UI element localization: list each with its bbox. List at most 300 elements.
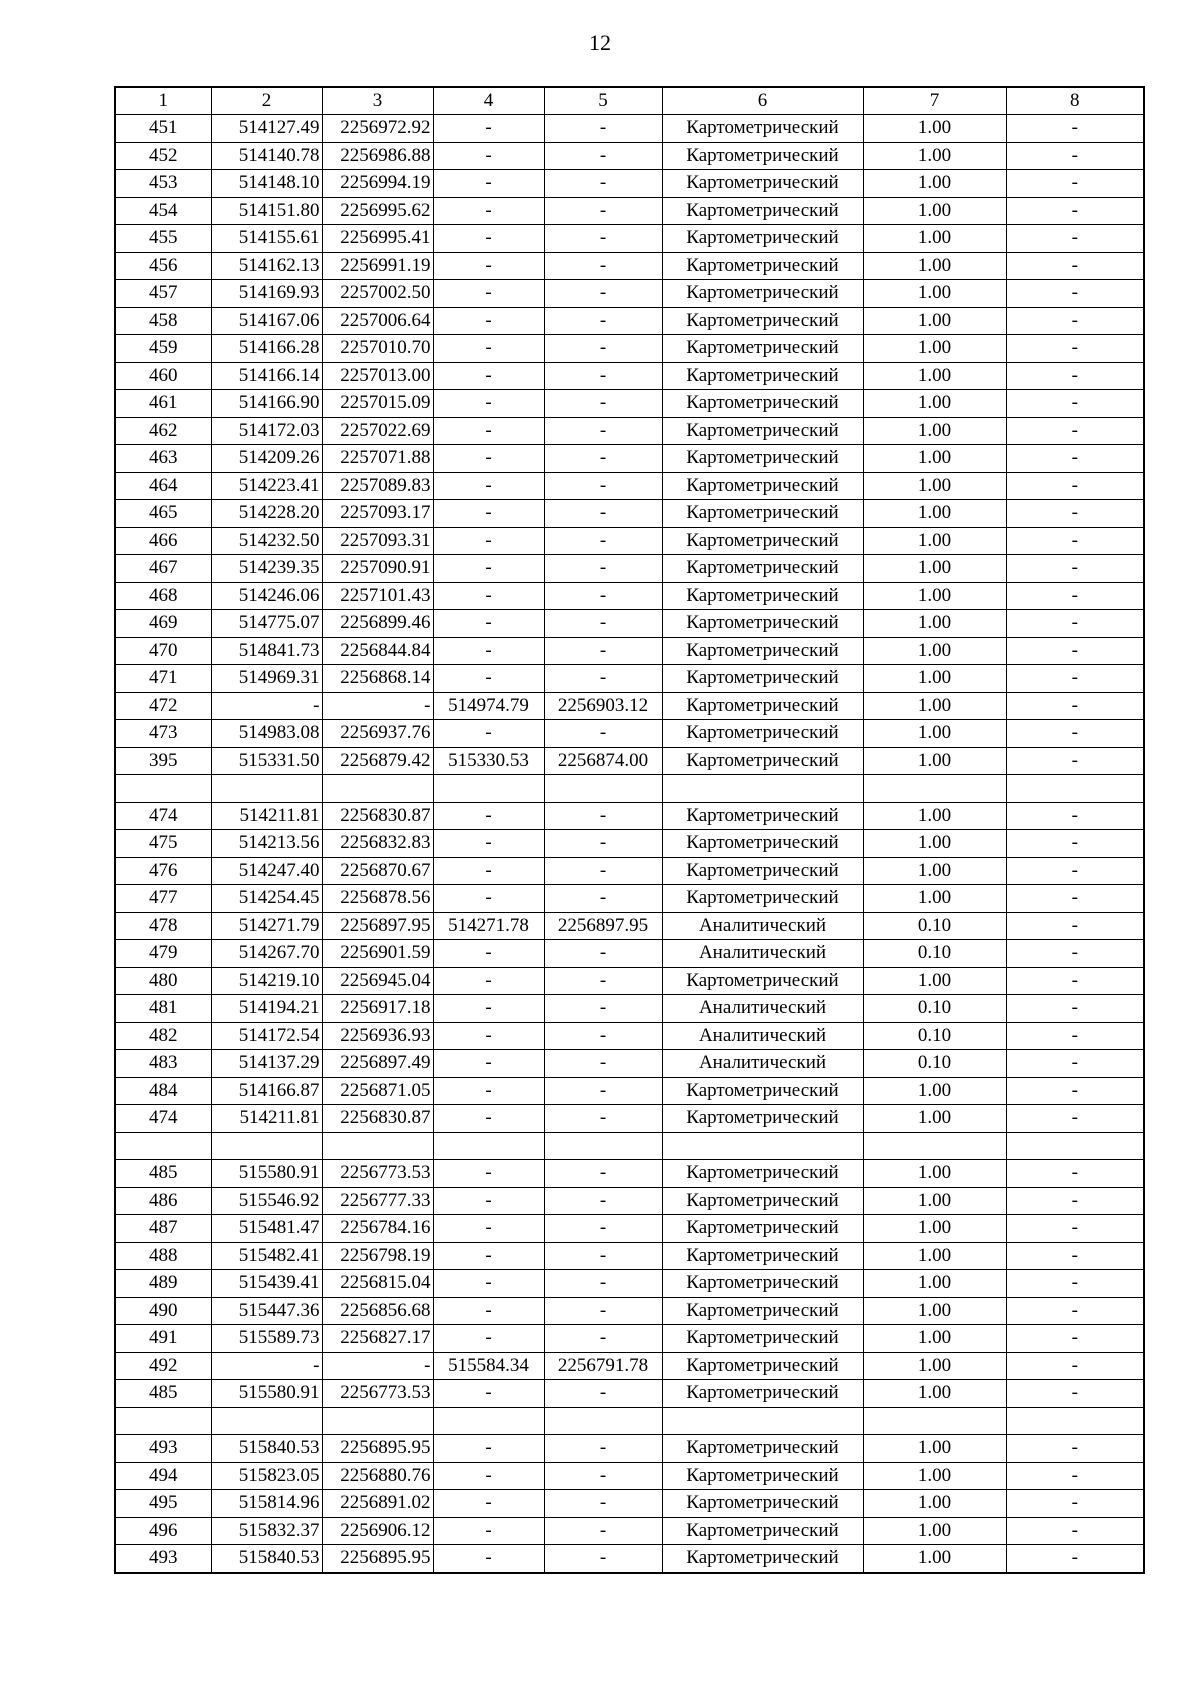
point-number-cell: 474	[115, 1105, 211, 1133]
y-coordinate-alt-cell: -	[544, 445, 662, 473]
x-coordinate-cell: -	[211, 1352, 322, 1380]
note-cell: -	[1006, 830, 1144, 858]
x-coordinate-cell: 514209.26	[211, 445, 322, 473]
x-coordinate-alt-cell: -	[433, 830, 544, 858]
accuracy-cell: 1.00	[863, 197, 1006, 225]
point-number-cell: 487	[115, 1215, 211, 1243]
x-coordinate-cell: 515546.92	[211, 1187, 322, 1215]
table-row	[115, 1462, 1144, 1490]
x-coordinate-alt-cell: -	[433, 307, 544, 335]
y-coordinate-cell	[322, 1407, 433, 1435]
y-coordinate-cell: 2256899.46	[322, 610, 433, 638]
point-number-cell: 488	[115, 1242, 211, 1270]
y-coordinate-alt-cell: -	[544, 555, 662, 583]
method-cell: Картометрический	[662, 197, 863, 225]
note-cell: -	[1006, 637, 1144, 665]
y-coordinate-alt-cell: -	[544, 830, 662, 858]
y-coordinate-alt-cell: -	[544, 500, 662, 528]
table-row	[115, 1352, 1144, 1380]
table-row	[115, 1435, 1144, 1463]
method-cell: Картометрический	[662, 830, 863, 858]
x-coordinate-alt-cell	[433, 1132, 544, 1160]
note-cell: -	[1006, 1270, 1144, 1298]
method-cell: Картометрический	[662, 170, 863, 198]
note-cell: -	[1006, 885, 1144, 913]
table-row	[115, 1270, 1144, 1298]
y-coordinate-alt-cell: -	[544, 1215, 662, 1243]
point-number-cell: 486	[115, 1187, 211, 1215]
method-cell: Картометрический	[662, 857, 863, 885]
x-coordinate-cell: 514247.40	[211, 857, 322, 885]
method-cell: Картометрический	[662, 1352, 863, 1380]
note-cell: -	[1006, 335, 1144, 363]
x-coordinate-cell: 514969.31	[211, 665, 322, 693]
accuracy-cell: 1.00	[863, 1105, 1006, 1133]
point-number-cell: 455	[115, 225, 211, 253]
y-coordinate-alt-cell: -	[544, 307, 662, 335]
y-coordinate-cell: 2257090.91	[322, 555, 433, 583]
accuracy-cell: 1.00	[863, 747, 1006, 775]
y-coordinate-alt-cell: -	[544, 885, 662, 913]
note-cell: -	[1006, 1325, 1144, 1353]
x-coordinate-cell	[211, 1132, 322, 1160]
y-coordinate-alt-cell: -	[544, 582, 662, 610]
y-coordinate-cell: 2257101.43	[322, 582, 433, 610]
method-cell: Картометрический	[662, 1325, 863, 1353]
x-coordinate-alt-cell: -	[433, 500, 544, 528]
point-number-cell: 469	[115, 610, 211, 638]
x-coordinate-alt-cell: -	[433, 720, 544, 748]
x-coordinate-cell: 515580.91	[211, 1160, 322, 1188]
method-cell: Картометрический	[662, 885, 863, 913]
x-coordinate-cell: 514213.56	[211, 830, 322, 858]
x-coordinate-alt-cell: -	[433, 335, 544, 363]
separator-row	[115, 775, 1144, 803]
method-cell: Картометрический	[662, 1297, 863, 1325]
method-cell: Картометрический	[662, 1380, 863, 1408]
y-coordinate-alt-cell: -	[544, 610, 662, 638]
x-coordinate-cell: 514841.73	[211, 637, 322, 665]
note-cell: -	[1006, 170, 1144, 198]
table-body	[115, 115, 1144, 1573]
table-row	[115, 1325, 1144, 1353]
x-coordinate-alt-cell: 514974.79	[433, 692, 544, 720]
x-coordinate-alt-cell: -	[433, 252, 544, 280]
point-number-cell	[115, 1132, 211, 1160]
x-coordinate-alt-cell: -	[433, 802, 544, 830]
y-coordinate-alt-cell	[544, 1407, 662, 1435]
x-coordinate-cell: 515331.50	[211, 747, 322, 775]
column-header-6: 6	[662, 87, 863, 115]
table-row	[115, 610, 1144, 638]
y-coordinate-cell: 2256832.83	[322, 830, 433, 858]
x-coordinate-cell: 514246.06	[211, 582, 322, 610]
column-header-3: 3	[322, 87, 433, 115]
y-coordinate-alt-cell: -	[544, 1077, 662, 1105]
x-coordinate-cell: 515832.37	[211, 1517, 322, 1545]
y-coordinate-cell: 2256901.59	[322, 940, 433, 968]
x-coordinate-cell: 514194.21	[211, 995, 322, 1023]
x-coordinate-cell: 514166.90	[211, 390, 322, 418]
method-cell: Картометрический	[662, 417, 863, 445]
x-coordinate-alt-cell: -	[433, 940, 544, 968]
note-cell: -	[1006, 582, 1144, 610]
table-row	[115, 692, 1144, 720]
note-cell: -	[1006, 1297, 1144, 1325]
y-coordinate-alt-cell: -	[544, 362, 662, 390]
x-coordinate-cell: 514271.79	[211, 912, 322, 940]
y-coordinate-alt-cell: -	[544, 197, 662, 225]
note-cell	[1006, 775, 1144, 803]
x-coordinate-alt-cell: -	[433, 1270, 544, 1298]
y-coordinate-alt-cell: -	[544, 1545, 662, 1573]
x-coordinate-alt-cell: -	[433, 1517, 544, 1545]
y-coordinate-alt-cell: -	[544, 802, 662, 830]
accuracy-cell: 1.00	[863, 500, 1006, 528]
y-coordinate-cell: 2257015.09	[322, 390, 433, 418]
point-number-cell: 458	[115, 307, 211, 335]
accuracy-cell: 1.00	[863, 555, 1006, 583]
table-row	[115, 747, 1144, 775]
point-number-cell: 476	[115, 857, 211, 885]
point-number-cell: 489	[115, 1270, 211, 1298]
accuracy-cell: 1.00	[863, 362, 1006, 390]
note-cell: -	[1006, 1242, 1144, 1270]
x-coordinate-alt-cell: -	[433, 1435, 544, 1463]
point-number-cell: 479	[115, 940, 211, 968]
x-coordinate-cell: 515481.47	[211, 1215, 322, 1243]
y-coordinate-alt-cell: -	[544, 142, 662, 170]
x-coordinate-cell	[211, 775, 322, 803]
method-cell: Картометрический	[662, 225, 863, 253]
point-number-cell: 484	[115, 1077, 211, 1105]
x-coordinate-alt-cell: -	[433, 1545, 544, 1573]
note-cell: -	[1006, 307, 1144, 335]
method-cell	[662, 1132, 863, 1160]
point-number-cell: 477	[115, 885, 211, 913]
point-number-cell: 490	[115, 1297, 211, 1325]
table-row	[115, 197, 1144, 225]
y-coordinate-alt-cell: -	[544, 170, 662, 198]
point-number-cell: 464	[115, 472, 211, 500]
x-coordinate-cell: 514148.10	[211, 170, 322, 198]
x-coordinate-cell: 514151.80	[211, 197, 322, 225]
accuracy-cell: 1.00	[863, 115, 1006, 143]
y-coordinate-cell: 2256784.16	[322, 1215, 433, 1243]
column-header-5: 5	[544, 87, 662, 115]
accuracy-cell: 1.00	[863, 1545, 1006, 1573]
point-number-cell: 457	[115, 280, 211, 308]
x-coordinate-alt-cell: -	[433, 1325, 544, 1353]
accuracy-cell	[863, 775, 1006, 803]
table-row	[115, 1517, 1144, 1545]
method-cell: Картометрический	[662, 1462, 863, 1490]
accuracy-cell: 1.00	[863, 225, 1006, 253]
accuracy-cell: 0.10	[863, 995, 1006, 1023]
accuracy-cell: 1.00	[863, 1187, 1006, 1215]
point-number-cell: 485	[115, 1160, 211, 1188]
column-header-8: 8	[1006, 87, 1144, 115]
point-number-cell: 491	[115, 1325, 211, 1353]
y-coordinate-cell: 2257010.70	[322, 335, 433, 363]
y-coordinate-alt-cell: -	[544, 1242, 662, 1270]
table-row	[115, 170, 1144, 198]
table-row	[115, 390, 1144, 418]
note-cell: -	[1006, 555, 1144, 583]
note-cell: -	[1006, 1490, 1144, 1518]
x-coordinate-cell: 514169.93	[211, 280, 322, 308]
x-coordinate-cell: 514228.20	[211, 500, 322, 528]
point-number-cell: 460	[115, 362, 211, 390]
x-coordinate-alt-cell: -	[433, 637, 544, 665]
y-coordinate-alt-cell	[544, 775, 662, 803]
x-coordinate-alt-cell: -	[433, 1215, 544, 1243]
accuracy-cell: 1.00	[863, 170, 1006, 198]
point-number-cell: 494	[115, 1462, 211, 1490]
accuracy-cell: 1.00	[863, 1380, 1006, 1408]
y-coordinate-cell: 2257002.50	[322, 280, 433, 308]
accuracy-cell	[863, 1132, 1006, 1160]
x-coordinate-alt-cell: -	[433, 967, 544, 995]
accuracy-cell: 1.00	[863, 1270, 1006, 1298]
method-cell: Картометрический	[662, 115, 863, 143]
point-number-cell: 395	[115, 747, 211, 775]
y-coordinate-alt-cell: -	[544, 1517, 662, 1545]
x-coordinate-cell: 514172.03	[211, 417, 322, 445]
note-cell: -	[1006, 1187, 1144, 1215]
page-number: 12	[589, 30, 611, 55]
method-cell: Картометрический	[662, 1187, 863, 1215]
method-cell: Картометрический	[662, 1105, 863, 1133]
column-header-4: 4	[433, 87, 544, 115]
accuracy-cell: 1.00	[863, 885, 1006, 913]
accuracy-cell: 0.10	[863, 1050, 1006, 1078]
note-cell: -	[1006, 252, 1144, 280]
y-coordinate-cell: 2256777.33	[322, 1187, 433, 1215]
x-coordinate-alt-cell: -	[433, 390, 544, 418]
point-number-cell: 451	[115, 115, 211, 143]
point-number-cell	[115, 775, 211, 803]
x-coordinate-cell: 514166.87	[211, 1077, 322, 1105]
method-cell: Картометрический	[662, 747, 863, 775]
note-cell: -	[1006, 912, 1144, 940]
note-cell	[1006, 1407, 1144, 1435]
y-coordinate-alt-cell: -	[544, 472, 662, 500]
note-cell: -	[1006, 527, 1144, 555]
column-header-1: 1	[115, 87, 211, 115]
accuracy-cell: 1.00	[863, 692, 1006, 720]
method-cell: Картометрический	[662, 445, 863, 473]
accuracy-cell: 1.00	[863, 1517, 1006, 1545]
x-coordinate-alt-cell: -	[433, 1380, 544, 1408]
point-number-cell: 495	[115, 1490, 211, 1518]
table-row	[115, 1105, 1144, 1133]
x-coordinate-alt-cell: -	[433, 1077, 544, 1105]
table-row	[115, 830, 1144, 858]
note-cell: -	[1006, 225, 1144, 253]
x-coordinate-alt-cell: -	[433, 885, 544, 913]
x-coordinate-cell: 515447.36	[211, 1297, 322, 1325]
x-coordinate-cell: 514983.08	[211, 720, 322, 748]
x-coordinate-cell: 514127.49	[211, 115, 322, 143]
method-cell: Картометрический	[662, 555, 863, 583]
table-row	[115, 912, 1144, 940]
y-coordinate-alt-cell: -	[544, 335, 662, 363]
x-coordinate-cell: 515840.53	[211, 1435, 322, 1463]
table-row	[115, 637, 1144, 665]
point-number-cell: 493	[115, 1435, 211, 1463]
table-row	[115, 1215, 1144, 1243]
point-number-cell: 471	[115, 665, 211, 693]
note-cell: -	[1006, 1105, 1144, 1133]
note-cell: -	[1006, 142, 1144, 170]
y-coordinate-alt-cell: -	[544, 115, 662, 143]
point-number-cell: 480	[115, 967, 211, 995]
y-coordinate-cell: 2256868.14	[322, 665, 433, 693]
method-cell: Картометрический	[662, 610, 863, 638]
note-cell: -	[1006, 417, 1144, 445]
y-coordinate-cell: 2256895.95	[322, 1435, 433, 1463]
coordinates-table	[114, 86, 1145, 1574]
method-cell: Картометрический	[662, 637, 863, 665]
point-number-cell: 482	[115, 1022, 211, 1050]
y-coordinate-cell: 2256995.41	[322, 225, 433, 253]
y-coordinate-cell: 2256879.42	[322, 747, 433, 775]
y-coordinate-cell: 2257013.00	[322, 362, 433, 390]
accuracy-cell: 1.00	[863, 720, 1006, 748]
x-coordinate-cell: 514172.54	[211, 1022, 322, 1050]
note-cell: -	[1006, 445, 1144, 473]
note-cell: -	[1006, 1462, 1144, 1490]
method-cell: Аналитический	[662, 912, 863, 940]
accuracy-cell: 1.00	[863, 472, 1006, 500]
note-cell: -	[1006, 280, 1144, 308]
note-cell: -	[1006, 1160, 1144, 1188]
note-cell: -	[1006, 995, 1144, 1023]
y-coordinate-cell: 2257093.17	[322, 500, 433, 528]
accuracy-cell: 1.00	[863, 802, 1006, 830]
x-coordinate-cell: 514162.13	[211, 252, 322, 280]
accuracy-cell: 1.00	[863, 1325, 1006, 1353]
note-cell: -	[1006, 362, 1144, 390]
table-row	[115, 1050, 1144, 1078]
table-row	[115, 1380, 1144, 1408]
x-coordinate-alt-cell: -	[433, 1490, 544, 1518]
y-coordinate-cell	[322, 775, 433, 803]
method-cell: Картометрический	[662, 335, 863, 363]
note-cell: -	[1006, 610, 1144, 638]
x-coordinate-alt-cell: -	[433, 555, 544, 583]
y-coordinate-alt-cell: -	[544, 252, 662, 280]
y-coordinate-cell: 2256798.19	[322, 1242, 433, 1270]
y-coordinate-cell: 2256891.02	[322, 1490, 433, 1518]
y-coordinate-cell: 2256895.95	[322, 1545, 433, 1573]
x-coordinate-alt-cell: -	[433, 225, 544, 253]
table-row	[115, 995, 1144, 1023]
point-number-cell: 496	[115, 1517, 211, 1545]
x-coordinate-alt-cell: -	[433, 142, 544, 170]
y-coordinate-alt-cell: 2256791.78	[544, 1352, 662, 1380]
x-coordinate-alt-cell: -	[433, 582, 544, 610]
accuracy-cell: 1.00	[863, 390, 1006, 418]
accuracy-cell: 1.00	[863, 280, 1006, 308]
column-header-2: 2	[211, 87, 322, 115]
x-coordinate-alt-cell: -	[433, 665, 544, 693]
x-coordinate-cell	[211, 1407, 322, 1435]
note-cell: -	[1006, 1517, 1144, 1545]
x-coordinate-cell: 514223.41	[211, 472, 322, 500]
point-number-cell: 483	[115, 1050, 211, 1078]
point-number-cell: 454	[115, 197, 211, 225]
method-cell: Картометрический	[662, 582, 863, 610]
accuracy-cell: 1.00	[863, 527, 1006, 555]
accuracy-cell: 1.00	[863, 252, 1006, 280]
table-row	[115, 362, 1144, 390]
x-coordinate-cell: 515814.96	[211, 1490, 322, 1518]
table-row	[115, 720, 1144, 748]
point-number-cell: 474	[115, 802, 211, 830]
y-coordinate-cell: 2256856.68	[322, 1297, 433, 1325]
y-coordinate-alt-cell: -	[544, 417, 662, 445]
y-coordinate-cell: 2256897.49	[322, 1050, 433, 1078]
table-row	[115, 225, 1144, 253]
accuracy-cell: 1.00	[863, 830, 1006, 858]
x-coordinate-alt-cell: -	[433, 1297, 544, 1325]
method-cell: Картометрический	[662, 1545, 863, 1573]
y-coordinate-alt-cell: -	[544, 1270, 662, 1298]
table-row	[115, 665, 1144, 693]
x-coordinate-alt-cell: 515584.34	[433, 1352, 544, 1380]
accuracy-cell: 1.00	[863, 1215, 1006, 1243]
table-row	[115, 885, 1144, 913]
x-coordinate-alt-cell: 514271.78	[433, 912, 544, 940]
note-cell: -	[1006, 967, 1144, 995]
x-coordinate-alt-cell: -	[433, 472, 544, 500]
accuracy-cell: 0.10	[863, 912, 1006, 940]
x-coordinate-cell: -	[211, 692, 322, 720]
y-coordinate-alt-cell: -	[544, 225, 662, 253]
x-coordinate-alt-cell	[433, 1407, 544, 1435]
point-number-cell: 473	[115, 720, 211, 748]
accuracy-cell: 1.00	[863, 1490, 1006, 1518]
table-row	[115, 1077, 1144, 1105]
x-coordinate-alt-cell: -	[433, 1105, 544, 1133]
x-coordinate-cell: 514211.81	[211, 1105, 322, 1133]
header-row	[115, 87, 1144, 115]
x-coordinate-cell: 514219.10	[211, 967, 322, 995]
y-coordinate-cell: 2256972.92	[322, 115, 433, 143]
table-row	[115, 142, 1144, 170]
accuracy-cell: 1.00	[863, 1297, 1006, 1325]
x-coordinate-cell: 515580.91	[211, 1380, 322, 1408]
note-cell: -	[1006, 747, 1144, 775]
x-coordinate-alt-cell: -	[433, 527, 544, 555]
x-coordinate-cell: 514267.70	[211, 940, 322, 968]
point-number-cell: 470	[115, 637, 211, 665]
y-coordinate-alt-cell: -	[544, 995, 662, 1023]
note-cell: -	[1006, 1215, 1144, 1243]
accuracy-cell: 1.00	[863, 857, 1006, 885]
table-row	[115, 1545, 1144, 1573]
note-cell: -	[1006, 665, 1144, 693]
method-cell	[662, 1407, 863, 1435]
y-coordinate-cell: 2256878.56	[322, 885, 433, 913]
y-coordinate-cell: 2256880.76	[322, 1462, 433, 1490]
point-number-cell: 468	[115, 582, 211, 610]
x-coordinate-cell: 515439.41	[211, 1270, 322, 1298]
y-coordinate-alt-cell: -	[544, 967, 662, 995]
method-cell: Картометрический	[662, 390, 863, 418]
